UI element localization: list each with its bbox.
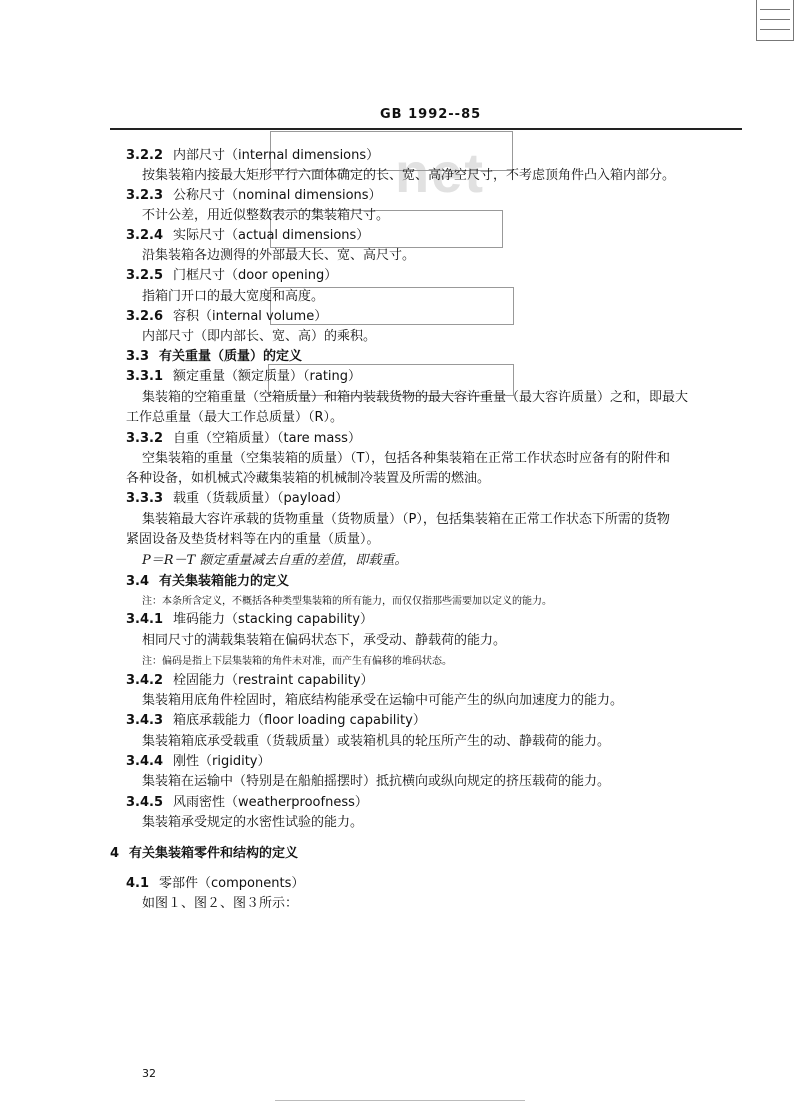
clause-heading <box>126 431 361 447</box>
clause-number: 3.2.5 <box>126 268 164 283</box>
clause-heading <box>126 574 289 590</box>
body-text <box>142 512 670 528</box>
line-text: 内部尺寸（internal dimensions） <box>173 148 380 163</box>
clause-heading <box>126 754 271 770</box>
line-text: 刚性（rigidity） <box>173 754 271 769</box>
line-text: 额定重量（额定质量）（rating） <box>173 369 362 384</box>
clause-heading <box>126 188 382 204</box>
line-text: 相同尺寸的满载集装箱在偏码状态下，承受动、静载荷的能力。 <box>142 633 507 648</box>
line-text: 载重（货载质量）（payload） <box>173 491 349 506</box>
body-text <box>142 774 610 790</box>
watermark: net <box>395 141 485 204</box>
header-rule <box>110 128 742 130</box>
line-text: 风雨密性（weatherproofness） <box>173 795 368 810</box>
body-text <box>142 734 610 750</box>
body-text <box>142 693 623 709</box>
line-text: 不计公差，用近似整数表示的集装箱尺寸。 <box>142 208 390 223</box>
clause-heading <box>126 673 374 689</box>
line-text: 箱底承载能力（floor loading capability） <box>173 713 426 728</box>
line-text: 空集装箱的重量（空集装箱的质量）（T），包括各种集装箱在正常工作状态时应备有的附件和 <box>142 451 670 466</box>
line-text: 紧固设备及垫货材料等在内的重量（质量）。 <box>126 532 380 547</box>
line-text: 实际尺寸（actual dimensions） <box>173 228 370 243</box>
line-text: 注：偏码是指上下层集装箱的角件未对准，而产生有偏移的堆码状态。 <box>142 656 452 667</box>
body-text <box>142 208 389 224</box>
line-text: 指箱门开口的最大宽度和高度。 <box>142 289 325 304</box>
clause-heading <box>126 713 426 729</box>
clause-heading <box>126 228 369 244</box>
line-text: 如图１、图２、图３所示： <box>142 896 299 911</box>
clause-heading <box>126 148 379 164</box>
clause-number: 3.4.4 <box>126 754 164 769</box>
line-text: 集装箱用底角件栓固时，箱底结构能承受在运输中可能产生的纵向加速度力的能力。 <box>142 693 624 708</box>
line-text: 栓固能力（restraint capability） <box>173 673 374 688</box>
body-text <box>126 532 380 548</box>
clause-number: 4.1 <box>126 876 150 891</box>
clause-number: 3.4.5 <box>126 795 164 810</box>
clause-number: 3.4.1 <box>126 612 164 627</box>
line-text: 集装箱最大容许承载的货物重量（货物质量）（P），包括集装箱在正常工作状态下所需的货物 <box>142 512 670 527</box>
line-text: 门框尺寸（door opening） <box>173 268 338 283</box>
note-text <box>142 654 452 670</box>
line-text: 各种设备，如机械式冷藏集装箱的机械制冷装置及所需的燃油。 <box>126 471 491 486</box>
line-text: 公称尺寸（nominal dimensions） <box>173 188 382 203</box>
line-text: 零部件（components） <box>159 876 305 891</box>
line-text: 堆码能力（stacking capability） <box>173 612 373 627</box>
clause-heading <box>126 369 361 385</box>
line-text: 集装箱在运输中（特别是在船舶摇摆时）抵抗横向或纵向规定的挤压载荷的能力。 <box>142 774 611 789</box>
clause-heading <box>126 612 373 628</box>
clause-number: 3.4.2 <box>126 673 164 688</box>
body-text <box>142 289 324 305</box>
clause-heading <box>126 876 304 892</box>
line-text: 容积（internal volume） <box>173 309 328 324</box>
clause-number: 3.2.4 <box>126 228 164 243</box>
clause-heading <box>126 491 348 507</box>
clause-number: 3.2.3 <box>126 188 164 203</box>
line-text: 注：本条所含定义，不概括各种类型集装箱的所有能力，而仅仅指那些需要加以定义的能力。 <box>142 596 552 607</box>
line-text: P＝R－T 额定重量减去自重的差值，即载重。 <box>142 553 408 568</box>
body-text <box>126 410 343 426</box>
standard-number: GB 1992--85 <box>380 107 482 122</box>
line-text: 集装箱承受规定的水密性试验的能力。 <box>142 815 364 830</box>
line-text: 工作总重量（最大工作总质量）（R）。 <box>126 410 344 425</box>
line-text: 有关集装箱零件和结构的定义 <box>129 846 299 861</box>
line-text: 集装箱箱底承受载重（货载质量）或装箱机具的轮压所产生的动、静载荷的能力。 <box>142 734 611 749</box>
clause-number: 3.2.6 <box>126 309 164 324</box>
clause-number: 3.3.2 <box>126 431 164 446</box>
clause-heading <box>126 309 327 325</box>
line-text: 有关集装箱能力的定义 <box>159 574 290 589</box>
clause-number: 3.3.1 <box>126 369 164 384</box>
body-text <box>142 248 415 264</box>
body-text <box>142 329 376 345</box>
body-text <box>142 168 675 184</box>
note-text <box>142 594 552 610</box>
body-text <box>142 815 363 831</box>
clause-heading <box>126 349 302 365</box>
footer-strip <box>275 1100 525 1111</box>
line-text: 集装箱的空箱重量（空箱质量）和箱内装载货物的最大容许重量（最大容许质量）之和，即最大 <box>142 390 689 405</box>
clause-heading <box>126 795 368 811</box>
clause-number: 3.3.3 <box>126 491 164 506</box>
clause-heading <box>110 846 298 862</box>
clause-number: 3.4.3 <box>126 713 164 728</box>
clause-number: 3.4 <box>126 574 150 589</box>
clause-number: 3.2.2 <box>126 148 164 163</box>
line-text: 有关重量（质量）的定义 <box>159 349 303 364</box>
clause-number: 3.3 <box>126 349 150 364</box>
body-text <box>142 896 298 912</box>
line-text: 内部尺寸（即内部长、宽、高）的乘积。 <box>142 329 377 344</box>
line-text: 按集装箱内接最大矩形平行六面体确定的长、宽、高净空尺寸，不考虑顶角件凸入箱内部分。 <box>142 168 676 183</box>
body-text <box>142 633 506 649</box>
clause-number: 4 <box>110 846 120 861</box>
body-text <box>142 390 688 406</box>
page-number: 32 <box>142 1067 156 1080</box>
clause-heading <box>126 268 337 284</box>
body-text <box>142 553 407 569</box>
body-text <box>126 471 490 487</box>
corner-mark <box>756 0 794 41</box>
line-text: 沿集装箱各边测得的外部最大长、宽、高尺寸。 <box>142 248 416 263</box>
body-text <box>142 451 670 467</box>
line-text: 自重（空箱质量）（tare mass） <box>173 431 361 446</box>
